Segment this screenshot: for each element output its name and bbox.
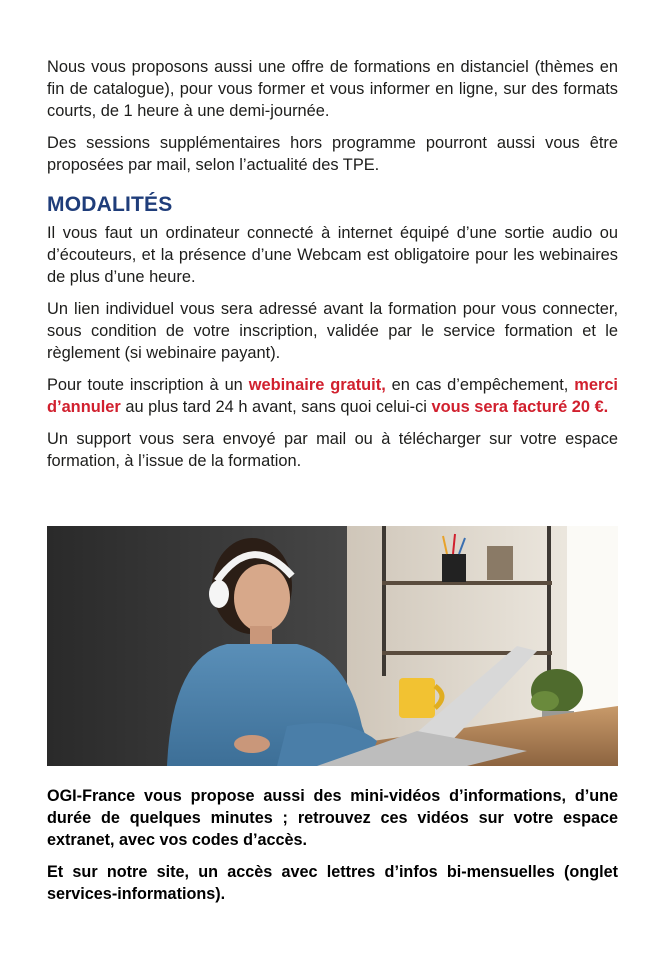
highlight-webinaire-gratuit: webinaire gratuit,	[248, 376, 386, 394]
closing-paragraph-2: Et sur notre site, un accès avec lettres d’infos bi-mensuelles (onglet services-informations).	[47, 863, 618, 903]
text-segment: en cas d’empêchement,	[385, 376, 575, 394]
highlight-merci-annuler: merci d’annuler	[47, 376, 618, 416]
intro-paragraph-1: Nous vous proposons aussi une offre de formations en distanciel (thèmes en fin de catalogue), pour vous former et vous informer en ligne, sur des formats courts, de 1 heure à une demi-journée.	[47, 58, 618, 120]
text-segment: Pour toute inscription à un	[47, 376, 249, 394]
intro-paragraph-2: Des sessions supplémentaires hors programme pourront aussi vous être proposées par mail, selon l’actualité des TPE.	[47, 134, 618, 174]
modalites-paragraph-4: Un support vous sera envoyé par mail ou à télécharger sur votre espace formation, à l’issue de la formation.	[47, 430, 618, 470]
closing-paragraph-1: OGI-France vous propose aussi des mini-vidéos d’informations, d’une durée de quelques minutes ; retrouvez ces vidéos sur votre espace extranet, avec vos codes d’accès.	[47, 787, 618, 849]
text-segment: au plus tard 24 h avant, sans quoi celui-ci	[120, 398, 432, 416]
webinar-photo	[47, 526, 618, 766]
document-body	[47, 56, 618, 472]
closing-notes	[47, 785, 618, 905]
modalites-paragraph-1: Il vous faut un ordinateur connecté à internet équipé d’une sortie audio ou d’écouteurs, et la présence d’une Webcam est obligatoire pour les webinaires de plus d’une heure.	[47, 224, 618, 286]
modalites-paragraph-3	[47, 374, 618, 418]
highlight-facture: vous sera facturé 20 €.	[431, 398, 609, 416]
modalites-paragraph-2: Un lien individuel vous sera adressé avant la formation pour vous connecter, sous condition de votre inscription, validée par le service formation et le règlement (si webinaire payant).	[47, 300, 618, 362]
section-title-modalites: MODALITÉS	[47, 193, 173, 216]
